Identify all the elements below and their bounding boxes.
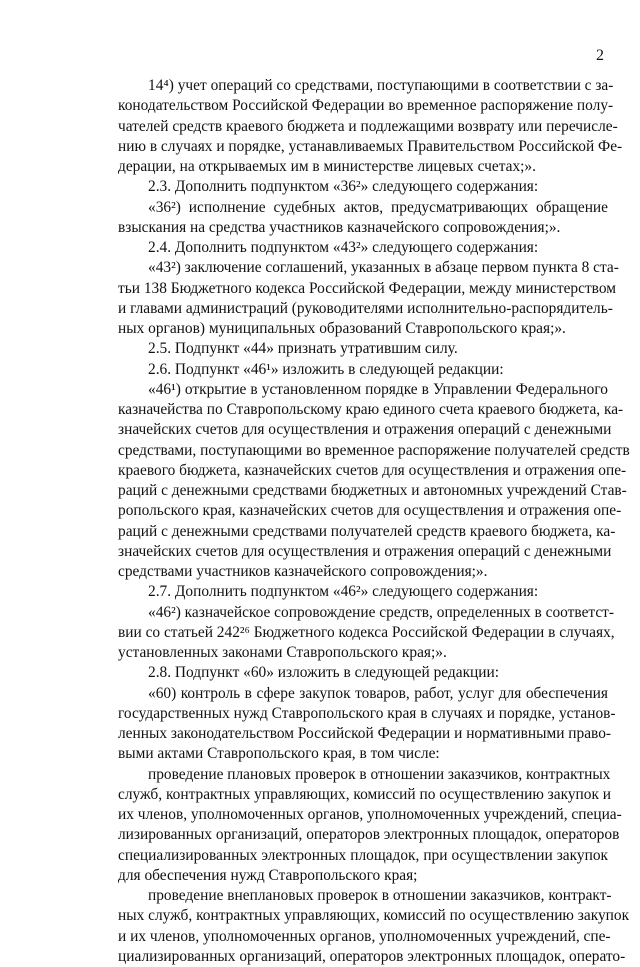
text-line: циализированных организаций, операторов электронных площадок, операто- (118, 947, 626, 965)
text-line: чателей средств краевого бюджета и подлежащими возврату или перечисле- (118, 117, 618, 135)
text-line: «43²) заключение соглашений, указанных в абзаце первом пункта 8 ста- (148, 259, 619, 277)
text-line: 2.8. Подпункт «60» изложить в следующей редакции: (148, 664, 500, 682)
text-line: средствами участников казначейского сопровождения;». (118, 563, 488, 580)
text-line: «60) контроль в сфере закупок товаров, работ, услуг для обеспечения (148, 684, 608, 702)
text-line: «36²) исполнение судебных актов, предусматривающих обращение (148, 198, 608, 216)
text-line: служб, контрактных управляющих, комиссий по осуществлению закупок и (118, 785, 612, 803)
text-line: для обеспечения нужд Ставропольского края; (118, 866, 418, 884)
text-line: 14⁴) учет операций со средствами, поступающими в соответствии с за- (148, 77, 614, 94)
text-line: ропольского края, казначейских счетов для осуществления и отражения опе- (118, 502, 622, 520)
text-line: нию в случаях и порядке, устанавливаемых Правительством Российской Фе- (118, 137, 623, 155)
text-line: лизированных организаций, операторов электронных площадок, операторов (118, 826, 620, 844)
text-line: дерации, на открываемых им в министерстве лицевых счетах;». (118, 158, 536, 175)
text-line: вии со статьей 242²⁶ Бюджетного кодекса Российской Федерации в случаях, (118, 623, 615, 641)
text-line: 2.3. Дополнить подпунктом «36²» следующего содержания: (148, 178, 539, 196)
text-line: взыскания на средства участников казначейского сопровождения;». (118, 218, 561, 236)
text-line: и их членов, уполномоченных органов, уполномоченных учреждений, спе- (118, 927, 611, 945)
text-line: раций с денежными средствами бюджетных и автономных учреждений Став- (118, 482, 627, 499)
text-line: установленных законами Ставропольского края;». (118, 644, 447, 661)
text-line: ных служб, контрактных управляющих, комиссий по осуществлению закупок (118, 907, 630, 925)
text-line: их членов, уполномоченных органов, уполномоченных учреждений, специа- (118, 806, 622, 823)
text-line: тьи 138 Бюджетного кодекса Российской Федерации, между министерством (118, 279, 616, 297)
text-line: краевого бюджета, казначейских счетов для осуществления и отражения опе- (118, 461, 627, 479)
text-line: 2.7. Дополнить подпунктом «46²» следующего содержания: (148, 583, 539, 601)
text-line: и главами администраций (руководителями исполнительно-распорядитель- (118, 299, 613, 317)
text-line: «46²) казначейское сопровождение средств, определенных в соответст- (148, 603, 615, 621)
text-line: 2.5. Подпункт «44» признать утратившим силу. (148, 340, 458, 358)
text-line: выми актами Ставропольского края, в том числе: (118, 745, 440, 763)
text-line: специализированных электронных площадок, при осуществлении закупок (118, 846, 608, 864)
text-line: конодательством Российской Федерации во временное распоряжение полу- (118, 97, 614, 115)
document-body (118, 76, 630, 967)
text-line: 2.6. Подпункт «46¹» изложить в следующей редакции: (148, 360, 504, 378)
text-line: средствами, поступающими во временное распоряжение получателей средств (118, 441, 630, 459)
page-number: 2 (596, 47, 604, 64)
text-line: ных органов) муниципальных образований Ставропольского края;». (118, 320, 566, 337)
text-line: проведение плановых проверок в отношении заказчиков, контрактных (148, 765, 611, 783)
text-line: государственных нужд Ставропольского края в случаях и порядке, установ- (118, 704, 616, 722)
text-line: 2.4. Дополнить подпунктом «43²» следующего содержания: (148, 239, 539, 256)
text-line: раций с денежными средствами получателей средств краевого бюджета, ка- (118, 522, 616, 540)
text-line: значейских счетов для осуществления и отражения операций с денежными (118, 421, 612, 439)
text-line: казначейства по Ставропольскому краю единого счета краевого бюджета, ка- (118, 401, 624, 418)
text-line: ленных законодательством Российской Федерации и нормативными право- (118, 725, 612, 742)
text-line: проведение внеплановых проверок в отношении заказчиков, контракт- (148, 887, 612, 904)
text-line: «46¹) открытие в установленном порядке в Управлении Федерального (148, 380, 608, 398)
text-line: значейских счетов для осуществления и отражения операций с денежными (118, 542, 612, 560)
